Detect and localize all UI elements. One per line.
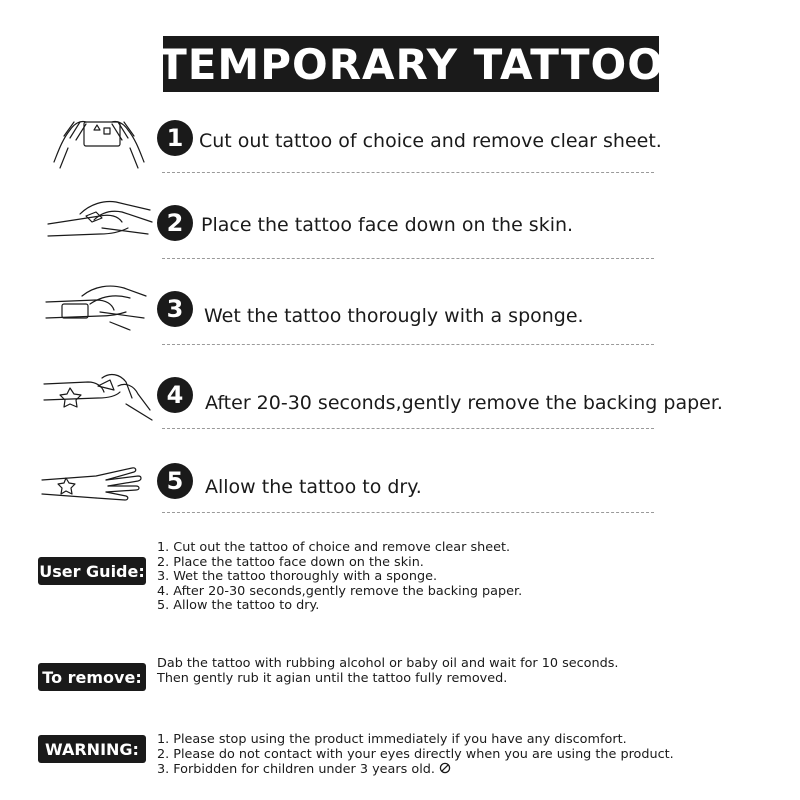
hands-cutting-sheet-icon: [40, 108, 160, 178]
step-number-badge: 2: [157, 205, 193, 241]
warning-line-3: [157, 762, 674, 778]
page-title: TEMPORARY TATTOO: [158, 39, 664, 89]
step-2: [0, 194, 800, 274]
step-5: [0, 458, 800, 538]
to-remove-text: [157, 657, 618, 686]
step-instruction: Allow the tattoo to dry.: [205, 476, 422, 498]
warning-line: 1. Please stop using the product immediately if you have any discomfort.: [157, 732, 627, 747]
step-number-badge: 4: [157, 377, 193, 413]
warning-label: WARNING:: [38, 735, 146, 763]
dashed-divider: [162, 258, 654, 259]
user-guide-line: 5. Allow the tattoo to dry.: [157, 598, 320, 614]
hands-peeling-paper-icon: [40, 368, 160, 438]
step-4: [0, 368, 800, 448]
step-number-badge: 1: [157, 120, 193, 156]
to-remove-line: Dab the tattoo with rubbing alcohol or baby oil and wait for 10 seconds.: [157, 656, 619, 671]
user-guide-line: 3. Wet the tattoo thoroughly with a sponge.: [157, 569, 438, 585]
warning-line: 2. Please do not contact with your eyes directly when you are using the product.: [157, 746, 674, 762]
step-3: [0, 282, 800, 362]
warning-text: [157, 733, 674, 778]
to-remove-label: To remove:: [38, 663, 146, 691]
hand-star-tattoo-icon: [40, 458, 160, 528]
user-guide-line: 1. Cut out the tattoo of choice and remove clear sheet.: [157, 540, 511, 555]
dashed-divider: [162, 172, 654, 173]
step-instruction: Cut out tattoo of choice and remove clear sheet.: [199, 130, 662, 152]
step-instruction: Wet the tattoo thorougly with a sponge.: [204, 305, 584, 327]
step-instruction: After 20-30 seconds,gently remove the backing paper.: [205, 392, 723, 414]
hands-placing-tattoo-icon: [40, 194, 160, 264]
user-guide-label: User Guide:: [38, 557, 146, 585]
dashed-divider: [162, 428, 654, 429]
user-guide-line: 4. After 20-30 seconds,gently remove the backing paper.: [157, 583, 523, 599]
dashed-divider: [162, 512, 654, 513]
title-banner: [158, 36, 664, 92]
no-symbol-icon: [439, 762, 451, 774]
step-1: [0, 108, 800, 188]
user-guide-text: [157, 541, 522, 614]
step-number-badge: 3: [157, 291, 193, 327]
warning-line-text: 3. Forbidden for children under 3 years old.: [157, 762, 435, 778]
step-number-badge: 5: [157, 463, 193, 499]
hand-sponge-icon: [40, 282, 160, 352]
step-instruction: Place the tattoo face down on the skin.: [201, 214, 574, 236]
user-guide-line: 2. Place the tattoo face down on the skin.: [157, 554, 424, 570]
dashed-divider: [162, 344, 654, 345]
to-remove-line: Then gently rub it agian until the tattoo fully removed.: [157, 670, 508, 686]
